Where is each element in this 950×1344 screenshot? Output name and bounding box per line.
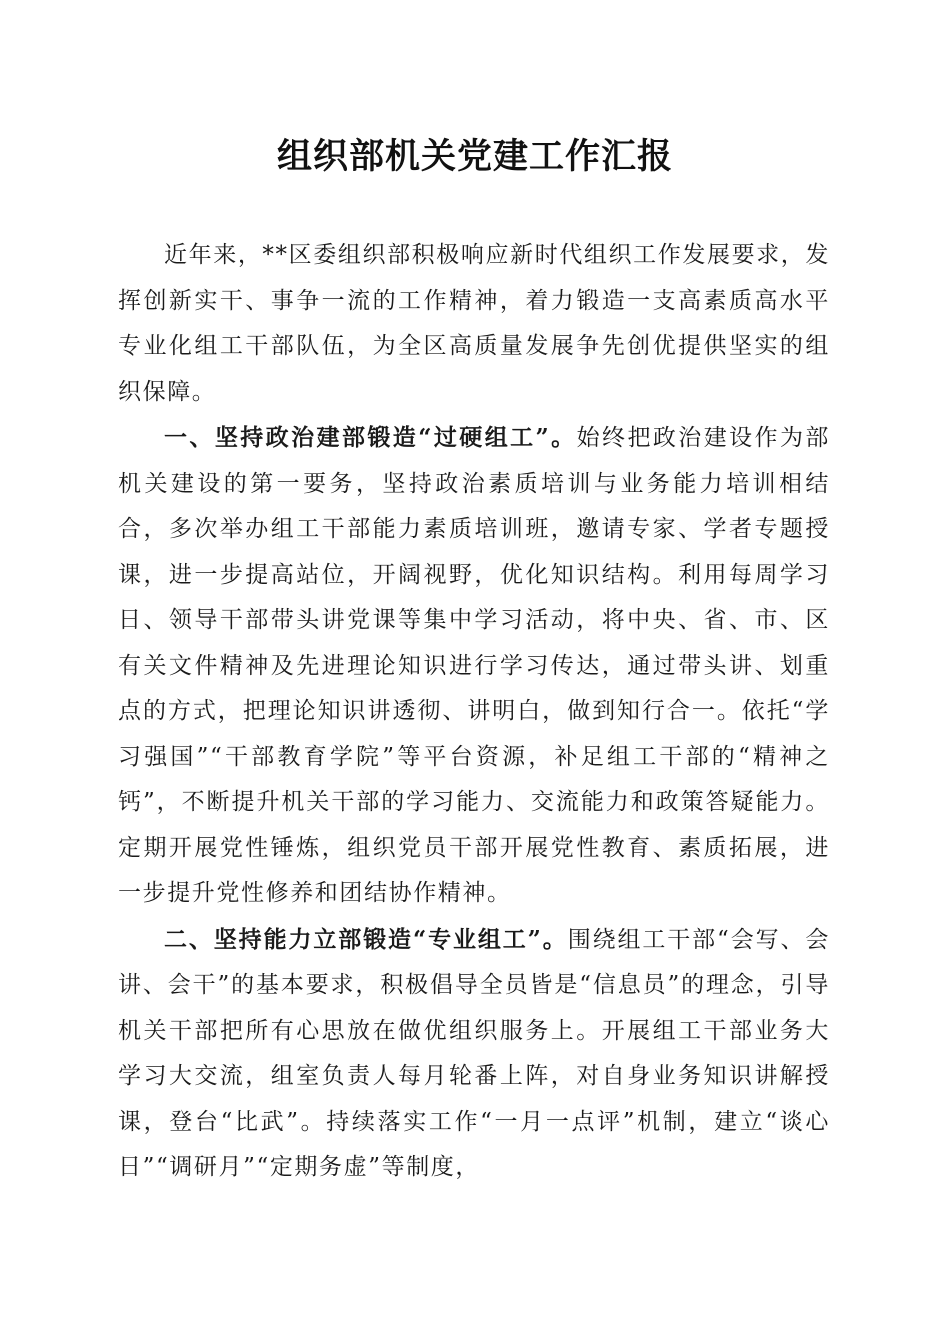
paragraph-text: 近年来，**区委组织部积极响应新时代组织工作发展要求，发挥创新实干、事争一流的工作精神，着力锻造一支高素质高水平专业化组工干部队伍，为全区高质量发展争先创优提供坚实的组织保障。 bbox=[118, 242, 830, 405]
paragraph-section-2 bbox=[118, 917, 830, 1191]
document-title: 组织部机关党建工作汇报 bbox=[276, 136, 673, 177]
paragraph-section-1 bbox=[118, 415, 830, 917]
paragraph-text: 始终把政治建设作为部机关建设的第一要务，坚持政治素质培训与业务能力培训相结合，多次举办组工干部能力素质培训班，邀请专家、学者专题授课，进一步提高站位，开阔视野，优化知识结构。利用每周学习日、领导干部带头讲党课等集中学习活动，将中央、省、市、区有关文件精神及先进理论知识进行学习传达，通过带头讲、划重点的方式，把理论知识讲透彻、讲明白，做到知行合一。依托“学习强国”“干部教育学院”等平台资源，补足组工干部的“精神之钙”，不断提升机关干部的学习能力、交流能力和政策答疑能力。定期开展党性锤炼，组织党员干部开展党性教育、素质拓展，进一步提升党性修养和团结协作精神。 bbox=[118, 425, 830, 906]
section-heading-2: 二、坚持能力立部锻造“专业组工”。 bbox=[164, 925, 568, 953]
document-body bbox=[118, 232, 830, 1191]
section-heading-1: 一、坚持政治建部锻造“过硬组工”。 bbox=[164, 424, 577, 451]
paragraph-intro bbox=[118, 232, 830, 415]
paragraph-text: 围绕组工干部“会写、会讲、会干”的基本要求，积极倡导全员皆是“信息员”的理念，引导机关干部把所有心思放在做优组织服务上。开展组工干部业务大学习大交流，组室负责人每月轮番上阵，对自身业务知识讲解授课，登台“比武”。持续落实工作“一月一点评”机制，建立“谈心日”“调研月”“定期务虚”等制度， bbox=[118, 926, 830, 1180]
